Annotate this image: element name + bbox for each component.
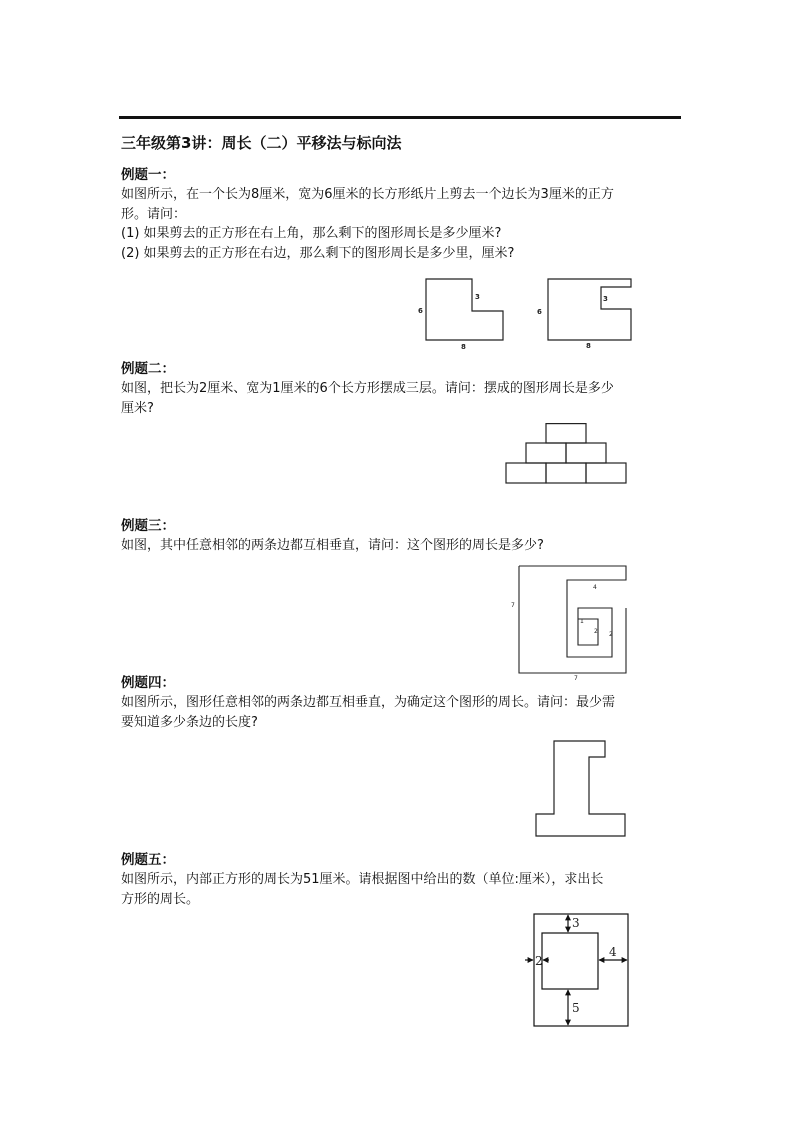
example-5-line-2: 方形的周长。 (121, 892, 200, 907)
inner-label-c: 2 (609, 631, 613, 638)
notch-label: 3 (603, 295, 608, 303)
example-2-line-1: 如图，把长为2厘米、宽为1厘米的6个长方形摆成三层。请问：摆成的图形周长是多少 (121, 381, 614, 396)
example-4-heading: 例题四： (121, 675, 175, 691)
example-1-heading: 例题一： (121, 167, 175, 183)
brick-middle-right (566, 443, 606, 463)
top-label: 3 (572, 916, 580, 930)
brick-bottom-right (586, 463, 626, 483)
example-4-line-1: 如图所示，图形任意相邻的两条边都互相垂直，为确定这个图形的周长。请问：最少需 (121, 695, 616, 710)
right-label: 4 (609, 945, 617, 959)
bottom-label: 5 (572, 1001, 580, 1015)
inner-square (542, 933, 598, 989)
example-2-brick-figure (505, 423, 627, 487)
inner-label-a: 1 (580, 618, 584, 625)
example-5-figure (524, 912, 632, 1030)
g-shape-outline (519, 566, 626, 657)
top-inner-label: 4 (593, 584, 597, 591)
notched-rect-outline (548, 279, 631, 340)
example-3-g-figure (508, 563, 632, 682)
example-1-line-4: (2) 如果剪去的正方形在右边，那么剩下的图形周长是多少里，厘米? (121, 246, 515, 261)
example-4-figure (535, 740, 627, 838)
bottom-label: 7 (574, 675, 578, 682)
left-label: 7 (511, 602, 515, 609)
top-rule (119, 116, 681, 119)
example-1-figure-a (415, 276, 515, 352)
stepped-shape-outline (536, 741, 625, 836)
page-title: 三年级第3讲：周长（二）平移法与标向法 (121, 134, 402, 152)
inner-label-b: 2 (594, 628, 598, 635)
example-1-line-2: 形。请问： (121, 207, 187, 222)
bottom-label: 8 (586, 342, 591, 350)
example-1-line-3: (1) 如果剪去的正方形在右上角，那么剩下的图形周长是多少厘米? (121, 226, 502, 241)
example-5-line-1: 如图所示，内部正方形的周长为51厘米。请根据图中给出的数（单位:厘米），求出长 (121, 872, 604, 887)
l-shape-outline (426, 279, 503, 340)
left-label: 2 (535, 954, 543, 968)
example-1-line-1: 如图所示，在一个长为8厘米，宽为6厘米的长方形纸片上剪去一个边长为3厘米的正方 (121, 187, 614, 202)
brick-bottom-left (506, 463, 546, 483)
example-5-heading: 例题五： (121, 852, 175, 868)
outer-rectangle (534, 914, 628, 1026)
example-4-line-2: 要知道多少条边的长度? (121, 715, 258, 730)
example-3-line-1: 如图，其中任意相邻的两条边都互相垂直，请问：这个图形的周长是多少? (121, 538, 544, 553)
example-3-heading: 例题三： (121, 518, 175, 534)
brick-bottom-center (546, 463, 586, 483)
side-label: 6 (537, 308, 542, 316)
brick-top (546, 424, 586, 443)
example-2-heading: 例题二： (121, 361, 175, 377)
brick-middle-left (526, 443, 566, 463)
bottom-label: 8 (461, 343, 466, 351)
example-1-figure-b (535, 276, 635, 352)
example-2-line-2: 厘米? (121, 401, 154, 416)
notch-label: 3 (475, 293, 480, 301)
side-label: 6 (418, 307, 423, 315)
